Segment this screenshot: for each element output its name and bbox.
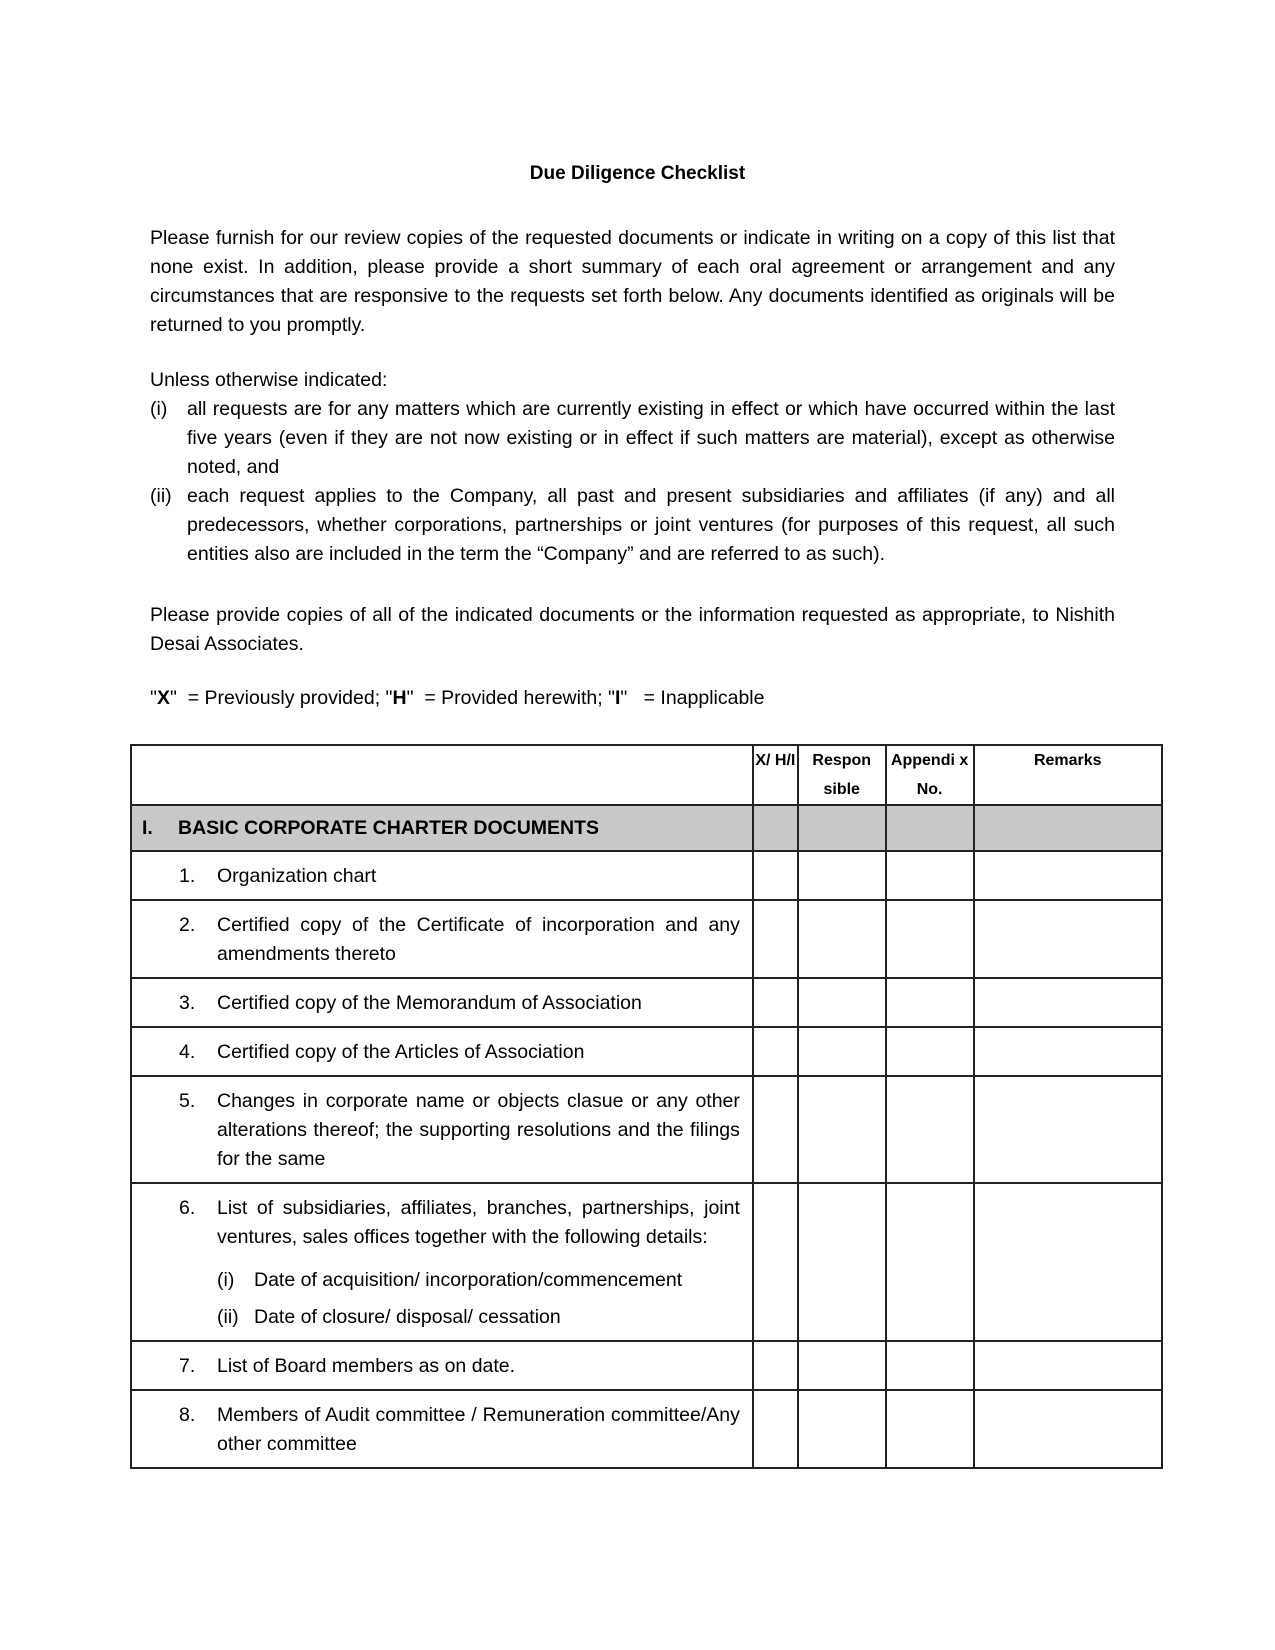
section-remarks-cell: [974, 805, 1162, 851]
remarks-cell[interactable]: [974, 1390, 1162, 1468]
table-row: [131, 978, 1162, 1027]
header-appendix: Appendi x No.: [886, 745, 974, 805]
row-number: 3.: [179, 992, 196, 1014]
header-status: X/ H/I: [753, 745, 798, 805]
sub-item-marker: (i): [217, 1269, 235, 1291]
remarks-cell[interactable]: [974, 978, 1162, 1027]
appendix-cell[interactable]: [886, 1027, 974, 1076]
table-row: [131, 1076, 1162, 1183]
row-number: 2.: [179, 914, 196, 936]
intro-paragraph: Please furnish for our review copies of the requested documents or indicate in writing on a copy of this list that none exist. In addition, please provide a short summary of each oral agreement or arrangement and any circumstances that are responsive to the requests set forth below. Any documents identified as originals will be returned to you promptly.: [150, 227, 1115, 336]
responsible-cell[interactable]: [798, 1183, 886, 1341]
section-title: BASIC CORPORATE CHARTER DOCUMENTS: [178, 817, 600, 839]
appendix-cell[interactable]: [886, 978, 974, 1027]
responsible-cell[interactable]: [798, 1027, 886, 1076]
legend-x-label: = Previously provided;: [187, 687, 381, 709]
row-text: Members of Audit committee / Remuneration committee/Any other committee: [217, 1404, 740, 1455]
status-cell[interactable]: [753, 1341, 798, 1390]
responsible-cell[interactable]: [798, 1076, 886, 1183]
appendix-cell[interactable]: [886, 1076, 974, 1183]
table-row: [131, 1183, 1162, 1341]
row-text: Certified copy of the Articles of Association: [217, 1041, 585, 1063]
legend-i-code: I: [614, 687, 621, 709]
status-legend: "X" = Previously provided; "H" = Provided herewith; "I" = Inapplicable: [150, 687, 765, 709]
sub-item-text: Date of closure/ disposal/ cessation: [254, 1306, 561, 1328]
header-item: [131, 745, 753, 805]
row-text: List of subsidiaries, affiliates, branches, partnerships, joint ventures, sales offices together with the following details:: [217, 1197, 740, 1248]
document-title: Due Diligence Checklist: [529, 163, 746, 184]
sub-item: [217, 1303, 740, 1332]
conditions-block: [150, 366, 1115, 569]
appendix-cell[interactable]: [886, 900, 974, 978]
section-title-cell: [131, 805, 753, 851]
provide-paragraph: Please provide copies of all of the indicated documents or the information requested as appropriate, to Nishith Desai Associates.: [150, 604, 1115, 655]
appendix-cell[interactable]: [886, 1390, 974, 1468]
section-responsible-cell: [798, 805, 886, 851]
condition-text: all requests are for any matters which are currently existing in effect or which have occurred within the last five years (even if they are not now existing or in effect if such matters are material), except as otherwise noted, and: [187, 398, 1115, 478]
appendix-cell[interactable]: [886, 851, 974, 900]
responsible-cell[interactable]: [798, 900, 886, 978]
remarks-cell[interactable]: [974, 1341, 1162, 1390]
status-cell[interactable]: [753, 1390, 798, 1468]
section-status-cell: [753, 805, 798, 851]
status-cell[interactable]: [753, 851, 798, 900]
table-row: [131, 900, 1162, 978]
checklist-table: [130, 744, 1163, 1469]
appendix-cell[interactable]: [886, 1341, 974, 1390]
header-responsible: Respon sible: [798, 745, 886, 805]
condition-marker: (i): [150, 398, 168, 420]
row-number: 5.: [179, 1090, 196, 1112]
row-number: 1.: [179, 865, 196, 887]
responsible-cell[interactable]: [798, 851, 886, 900]
responsible-cell[interactable]: [798, 978, 886, 1027]
status-cell[interactable]: [753, 1027, 798, 1076]
condition-item: [150, 482, 1115, 569]
remarks-cell[interactable]: [974, 1183, 1162, 1341]
remarks-cell[interactable]: [974, 851, 1162, 900]
status-cell[interactable]: [753, 1183, 798, 1341]
condition-item: [150, 395, 1115, 482]
legend-h-label: = Provided herewith;: [424, 687, 603, 709]
section-appendix-cell: [886, 805, 974, 851]
row-number: 6.: [179, 1197, 196, 1219]
section-row: [131, 805, 1162, 851]
row-number: 8.: [179, 1404, 196, 1426]
table-row: [131, 1027, 1162, 1076]
row-text: List of Board members as on date.: [217, 1355, 516, 1377]
row-text: Organization chart: [217, 865, 377, 887]
row-number: 7.: [179, 1355, 196, 1377]
remarks-cell[interactable]: [974, 1076, 1162, 1183]
row-text: Changes in corporate name or objects clasue or any other alterations thereof; the supporting resolutions and the filings for the same: [217, 1090, 740, 1170]
condition-marker: (ii): [150, 485, 172, 507]
header-remarks: Remarks: [974, 745, 1162, 805]
table-row: [131, 1341, 1162, 1390]
row-text: Certified copy of the Memorandum of Association: [217, 992, 642, 1014]
sub-item-text: Date of acquisition/ incorporation/commencement: [254, 1269, 683, 1291]
status-cell[interactable]: [753, 1076, 798, 1183]
section-roman: I.: [142, 817, 153, 839]
condition-text: each request applies to the Company, all past and present subsidiaries and affiliates (if any) and all predecessors, whether corporations, partnerships or joint ventures (for purposes of this request, all such entities also are included in the term the “Company” and are referred to as such).: [187, 485, 1115, 565]
legend-h-code: H: [392, 687, 407, 709]
legend-i-label: = Inapplicable: [643, 687, 765, 709]
table-header-row: [131, 745, 1162, 805]
remarks-cell[interactable]: [974, 1027, 1162, 1076]
legend-x-code: X: [156, 687, 170, 709]
table-row: [131, 851, 1162, 900]
conditions-heading: Unless otherwise indicated:: [150, 369, 388, 391]
table-row: [131, 1390, 1162, 1468]
responsible-cell[interactable]: [798, 1341, 886, 1390]
row-text: Certified copy of the Certificate of incorporation and any amendments thereto: [217, 914, 740, 965]
appendix-cell[interactable]: [886, 1183, 974, 1341]
responsible-cell[interactable]: [798, 1390, 886, 1468]
sub-item: [217, 1266, 740, 1295]
remarks-cell[interactable]: [974, 900, 1162, 978]
sub-item-marker: (ii): [217, 1306, 239, 1328]
row-number: 4.: [179, 1041, 196, 1063]
status-cell[interactable]: [753, 978, 798, 1027]
status-cell[interactable]: [753, 900, 798, 978]
